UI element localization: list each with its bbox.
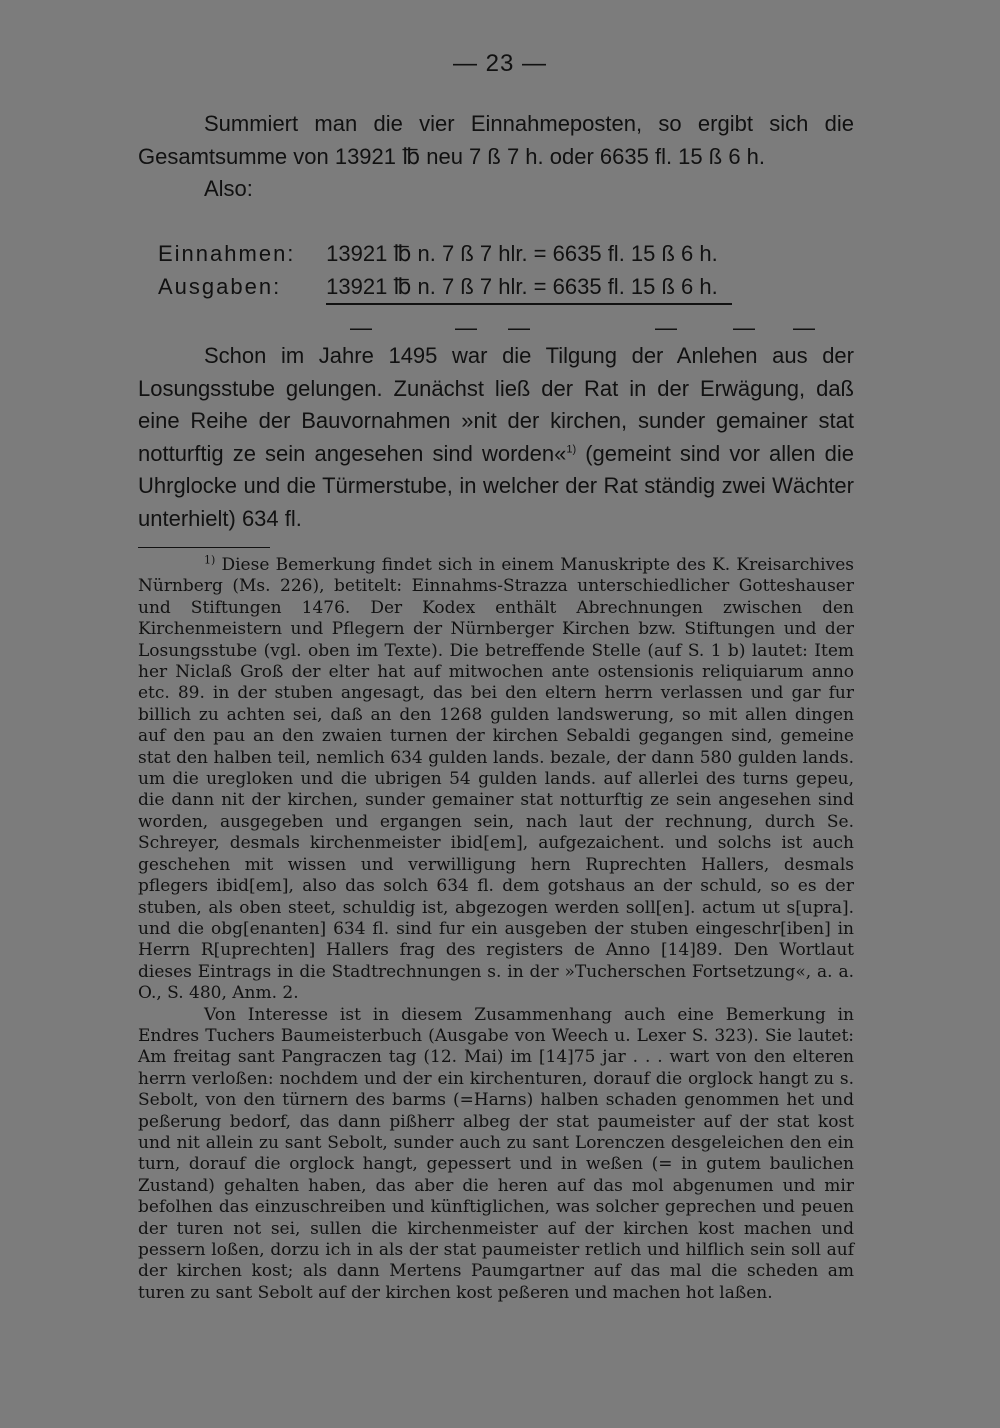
footnote-1 (138, 555, 854, 1005)
ledger (158, 237, 858, 303)
dash: — (508, 315, 530, 340)
dash: — (733, 315, 755, 340)
paragraph-sum (138, 108, 854, 206)
footnote-1-text: Diese Bemerkung findet sich in einem Manuskripte des K. Kreisarchives Nürnberg (Ms. 226), betitelt: Einnahms-Strazza unterschiedlicher Gotteshauser und Stiftungen 1476. Der Kodex enthält Abrechnungen zwischen den Kirchenmeistern und Pflegern der Nürnberger Kirchen bzw. Stiftungen und der Losungsstube (vgl. oben im Texte). Die betreffende Stelle (auf S. 1 b) lautet: Item her Niclaß Groß der elter hat auf mitwochen ante ostensionis reliquiarum anno etc. 89. in der stuben angesagt, das bei den eltern herrn verlassen und gar fur billich zu achten sei, daß an den 1268 gulden landswerung, so mit allen dingen auf den pau an den zwaien turnen der kirchen Sebaldi gegangen sind, gemeine stat den halben teil, nemlich 634 gulden lands. bezale, der dann 580 gulden lands. um die uregloken und die ubrigen 54 gulden lands. auf allerlei des turns gepeu, die dann nit der kirchen, sunder gemainer stat notturftig ze sein angesehen sind worden, ausgegeben und ergangen sein, nach laut der rechnung, durch Se. Schreyer, desmals kirchenmeister ibid[em], aufgezaichent. und solchs ist auch geschehen mit wissen und verwilligung hern Ruprechten Hallers, desmals pflegers ibid[em], also das solch 634 fl. dem gotshaus an der schuld, so es der stuben, als oben steet, schuldig ist, abgezogen werden soll[en]. actum ut s[upra]. und die obg[enanten] 634 fl. sind fur ein ausgeben der stuben eingeschr[iben] in Herrn R[uprechten] Hallers frag des registers de Anno [14]89. Den Wortlaut dieses Eintrags in die Stadtrechnungen s. in der »Tucherschen Fortsetzung«, a. a. O., S. 480, Anm. 2. (138, 555, 854, 1004)
page-number: — 23 — (452, 50, 548, 77)
separator-dashes (0, 315, 1000, 340)
ledger-row-expenses (158, 270, 858, 303)
ledger-value: 13921 ℔ n. 7 ß 7 hlr. = 6635 fl. 15 ß 6 h. (326, 241, 718, 266)
paragraph-1: Summiert man die vier Einnahmeposten, so ergibt sich die Gesamtsumme von 13921 ℔ neu 7 ß 7 h. oder 6635 fl. 15 ß 6 h. (138, 111, 854, 169)
paragraph-2 (138, 340, 854, 535)
footnote-mark: 1) (204, 553, 216, 567)
footnote-reference: 1) (566, 443, 577, 456)
dash: — (455, 315, 477, 340)
paragraph-tilgung (138, 340, 854, 535)
ledger-label: Einnahmen: (158, 241, 296, 266)
ledger-row-income (158, 237, 858, 270)
paragraph-2-text: Schon im Jahre 1495 war die Tilgung der Anlehen aus der Losungsstube gelungen. Zunächst ließ der Rat in der Erwägung, daß eine Reihe der Bauvornahmen »nit der kirchen, sunder gemainer stat notturftig ze sein angesehen sind worden« (138, 343, 854, 466)
also-label: Also: (204, 176, 253, 201)
dash: — (350, 315, 372, 340)
footnote-2: Von Interesse ist in diesem Zusammenhang auch eine Bemerkung in Endres Tuchers Baumeisterbuch (Ausgabe von Weech u. Lexer S. 323). Sie lautet: Am freitag sant Pangraczen tag (12. Mai) im [14]75 jar . . . wart von den elteren herrn verloßen: nochdem und der ein kirchenturen, dorauf die orglock hangt zu s. Sebolt, von den türnern des barms (=Harns) halben schaden genommen het und peßerung bedorf, das dann pißherr albeg der stat paumeister auf der stat kost und nit allein zu sant Sebolt, sunder auch zu sant Lorenczen desgeleichen den ein turn, dorauf die orglock hangt, gepessert und in weßen (= in gutem baulichen Zustand) gehalten haben, das aber die heren auf das mol abgenumen und mir befolhen das einzuschreiben und künftiglichen, was solcher geprechen und peuen der turen not sei, sullen die kirchenmeister auf der kirchen kost machen und pessern loßen, dorzu ich in als der stat paumeister retlich und hilflich sein soll auf der kirchen kost; als dann Mertens Paumgartner auf das mal die scheden am turen zu sant Sebolt auf der kirchen kost peßeren und machen hot laßen. (138, 1004, 854, 1303)
ledger-value: 13921 ℔ n. 7 ß 7 hlr. = 6635 fl. 15 ß 6 h. (326, 270, 732, 305)
footnotes (138, 555, 854, 1304)
ledger-label: Ausgaben: (158, 274, 282, 299)
dash: — (793, 315, 815, 340)
dash: — (655, 315, 677, 340)
paragraph-2-end: (gemeint sind vor allen die Uhrglocke und die Türmerstube, in welcher der Rat ständig zwei Wächter unterhielt) 634 fl. (138, 440, 854, 531)
footnote-rule (138, 547, 270, 548)
